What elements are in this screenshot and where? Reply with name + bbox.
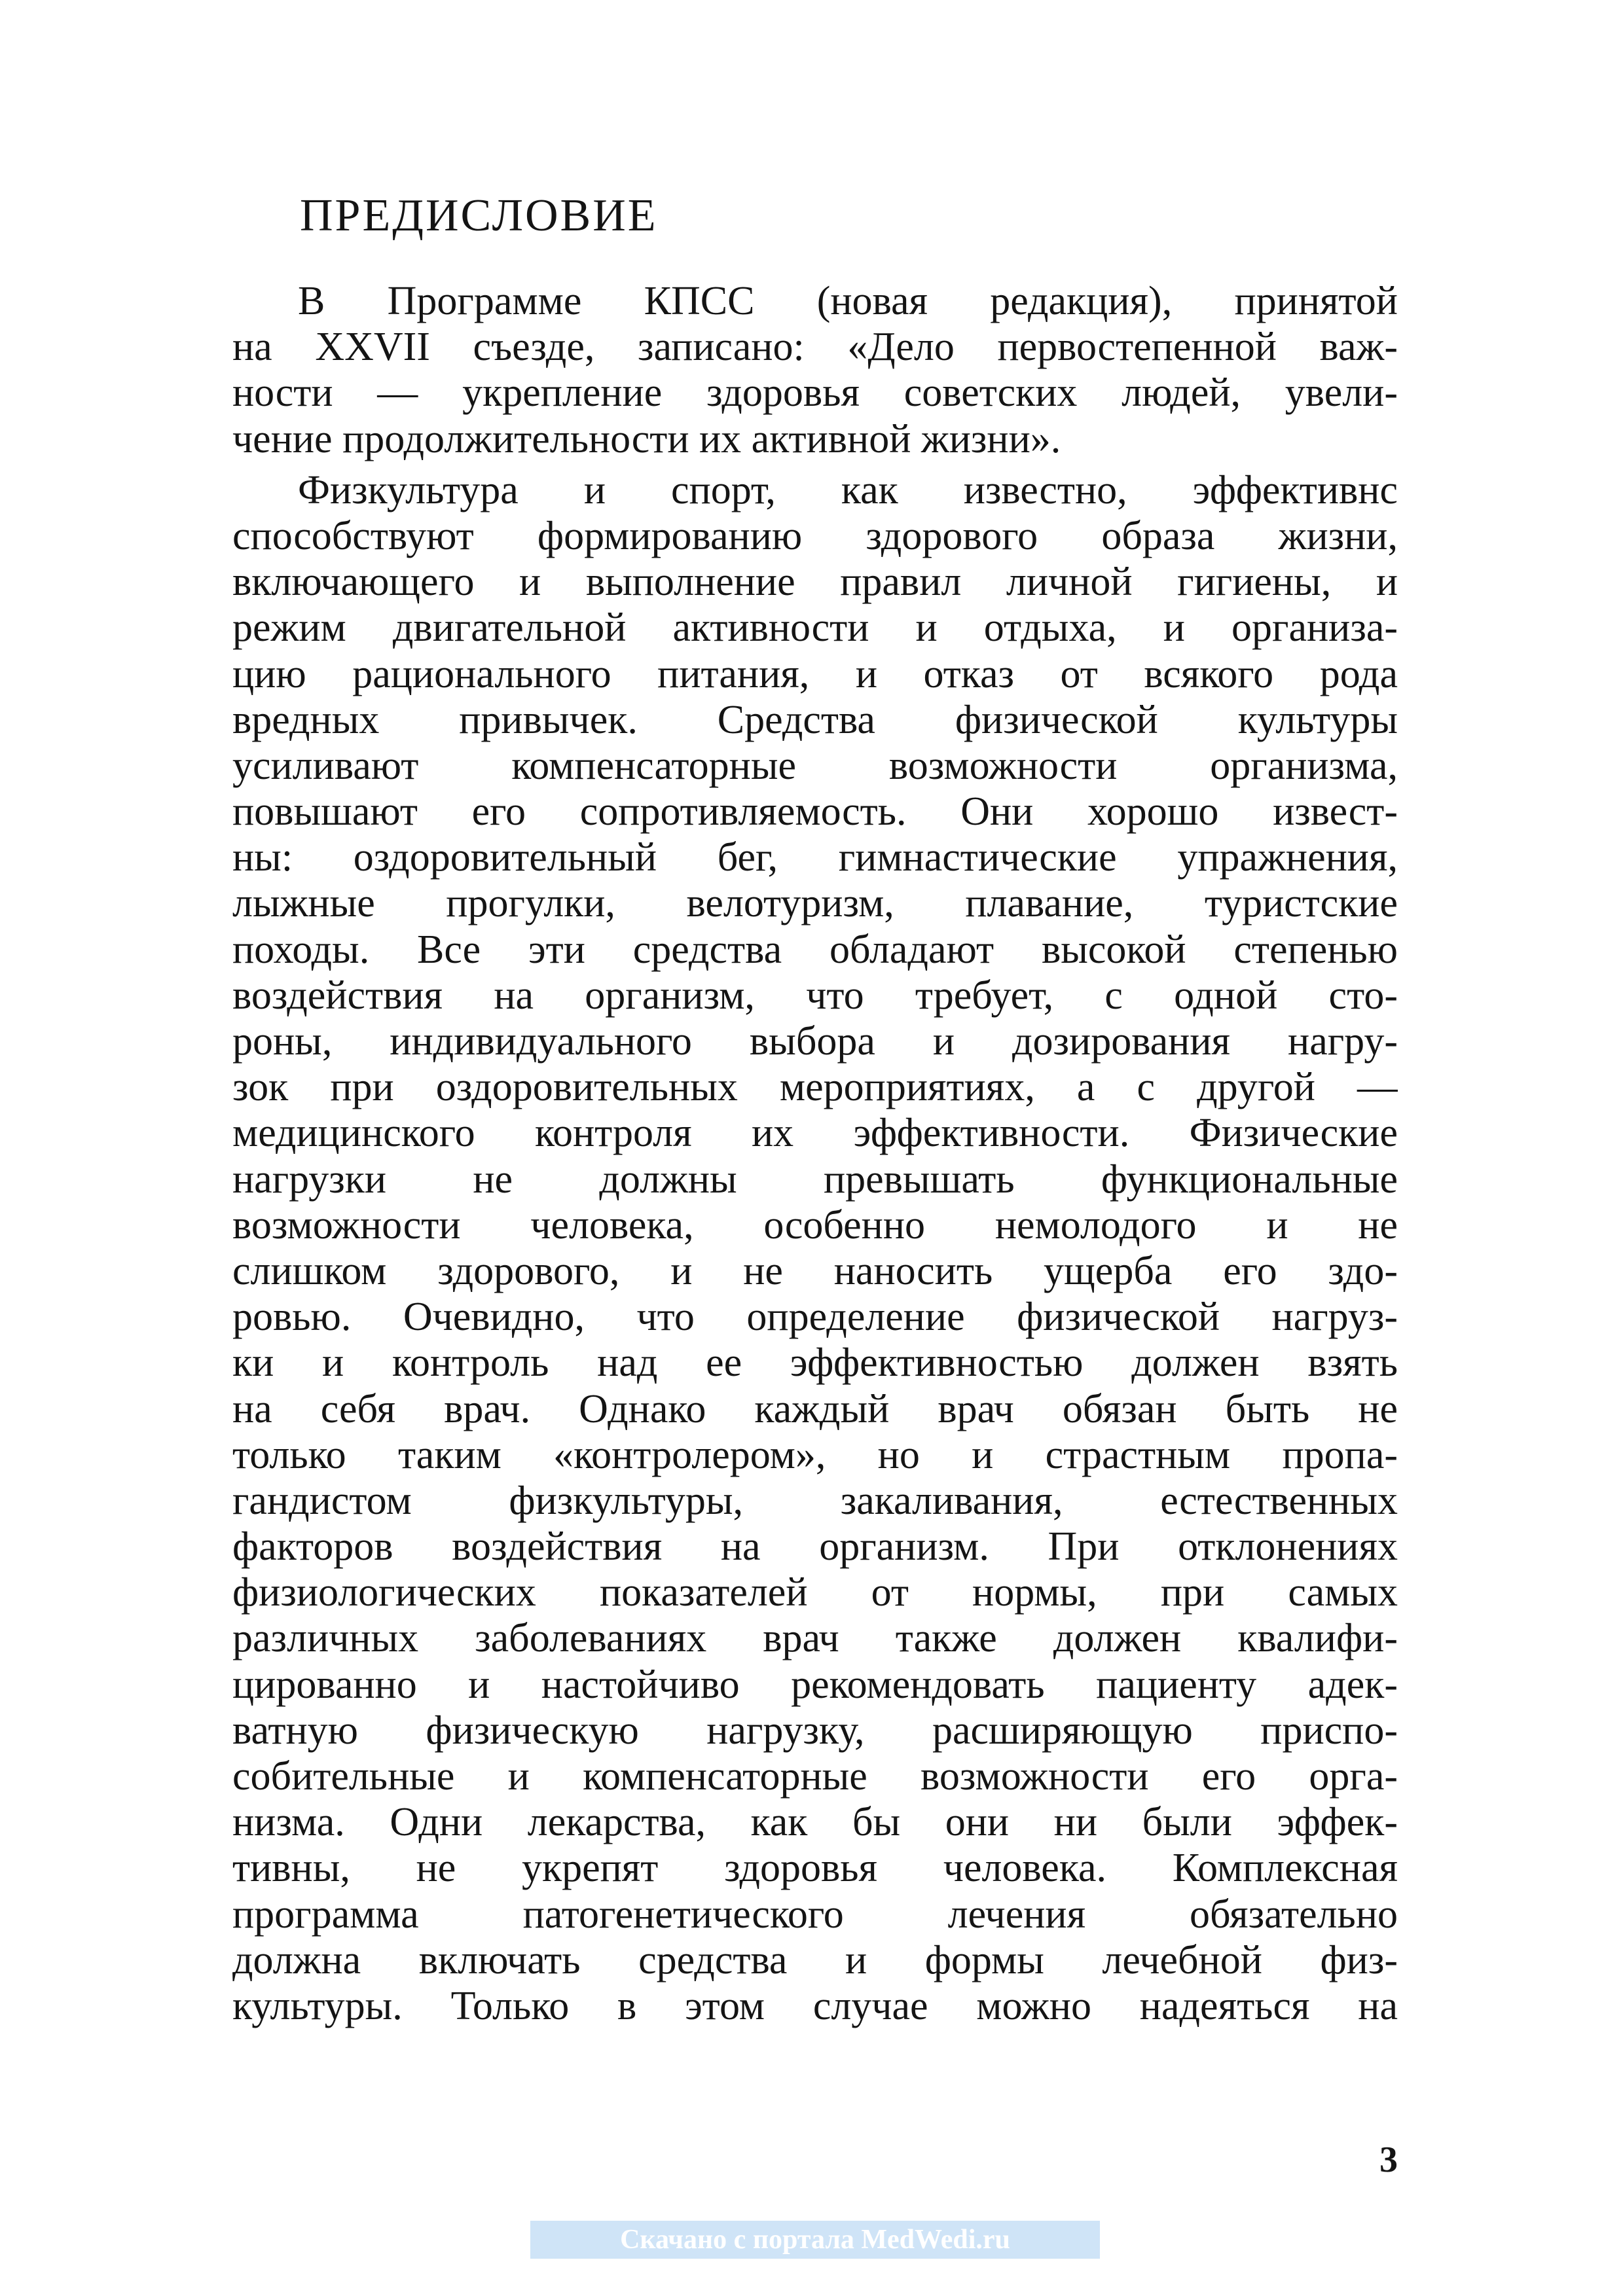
text-line: различных заболеваниях врач также должен квалифи- — [232, 1616, 1398, 1661]
text-line: воздействия на организм, что требует, с одной сто- — [232, 973, 1398, 1018]
text-line: только таким «контролером», но и страстным пропа- — [232, 1432, 1398, 1477]
body-text — [232, 278, 1398, 2029]
text-line: должна включать средства и формы лечебной физ- — [232, 1937, 1398, 1982]
text-line: нагрузки не должны превышать функциональные — [232, 1157, 1398, 1202]
text-line: тивны, не укрепят здоровья человека. Комплексная — [232, 1846, 1398, 1891]
text-line: способствуют формированию здорового образа жизни, — [232, 513, 1398, 558]
paragraph-gap — [232, 462, 1398, 467]
text-line: цию рационального питания, и отказ от всякого рода — [232, 651, 1398, 696]
text-line: цированно и настойчиво рекомендовать пациенту адек- — [232, 1662, 1398, 1707]
text-line: слишком здорового, и не наносить ущерба его здо- — [232, 1248, 1398, 1293]
text-line: чение продолжительности их активной жизни». — [232, 416, 1061, 461]
text-line: режим двигательной активности и отдыха, и организа- — [232, 605, 1398, 651]
text-line: усиливают компенсаторные возможности организма, — [232, 743, 1398, 788]
text-line: физиологических показателей от нормы, при самых — [232, 1570, 1398, 1615]
text-line: программа патогенетического лечения обязательно — [232, 1892, 1398, 1937]
text-line: факторов воздействия на организм. При отклонениях — [232, 1524, 1398, 1570]
text-line: Физкультура и спорт, как известно, эффективнс — [298, 467, 1398, 512]
text-line: медицинского контроля их эффективности. Физические — [232, 1111, 1398, 1156]
text-line: ности — укрепление здоровья советских людей, увели- — [232, 370, 1398, 416]
text-line: лыжные прогулки, велотуризм, плавание, туристские — [232, 881, 1398, 926]
text-line: низма. Одни лекарства, как бы они ни были эффек- — [232, 1800, 1398, 1845]
text-line: возможности человека, особенно немолодого и не — [232, 1202, 1398, 1247]
text-line: включающего и выполнение правил личной гигиены, и — [232, 560, 1398, 605]
text-line: ватную физическую нагрузку, расширяющую приспо- — [232, 1708, 1398, 1753]
text-line: культуры. Только в этом случае можно надеяться на — [232, 1983, 1398, 2028]
section-heading: ПРЕДИСЛОВИЕ — [300, 190, 658, 241]
watermark-banner: Скачано с портала MedWedi.ru — [530, 2221, 1100, 2259]
text-line: зок при оздоровительных мероприятиях, а с другой — — [232, 1065, 1398, 1110]
text-line: на XXVII съезде, записано: «Дело первостепенной важ- — [232, 325, 1398, 370]
text-line: повышают его сопротивляемость. Они хорошо извест- — [232, 789, 1398, 834]
text-line: роны, индивидуального выбора и дозирования нагру- — [232, 1019, 1398, 1064]
page-number: 3 — [1379, 2140, 1398, 2180]
text-line: ки и контроль над ее эффективностью должен взять — [232, 1340, 1398, 1386]
text-line: гандистом физкультуры, закаливания, естественных — [232, 1478, 1398, 1523]
text-line: собительные и компенсаторные возможности его орга- — [232, 1754, 1398, 1799]
text-line: ровью. Очевидно, что определение физической нагруз- — [232, 1295, 1398, 1340]
text-line: В Программе КПСС (новая редакция), принятой — [298, 279, 1398, 323]
text-line: вредных привычек. Средства физической культуры — [232, 697, 1398, 742]
text-line: ны: оздоровительный бег, гимнастические упражнения, — [232, 835, 1398, 880]
text-line: на себя врач. Однако каждый врач обязан быть не — [232, 1386, 1398, 1431]
text-line: походы. Все эти средства обладают высокой степенью — [232, 927, 1398, 972]
